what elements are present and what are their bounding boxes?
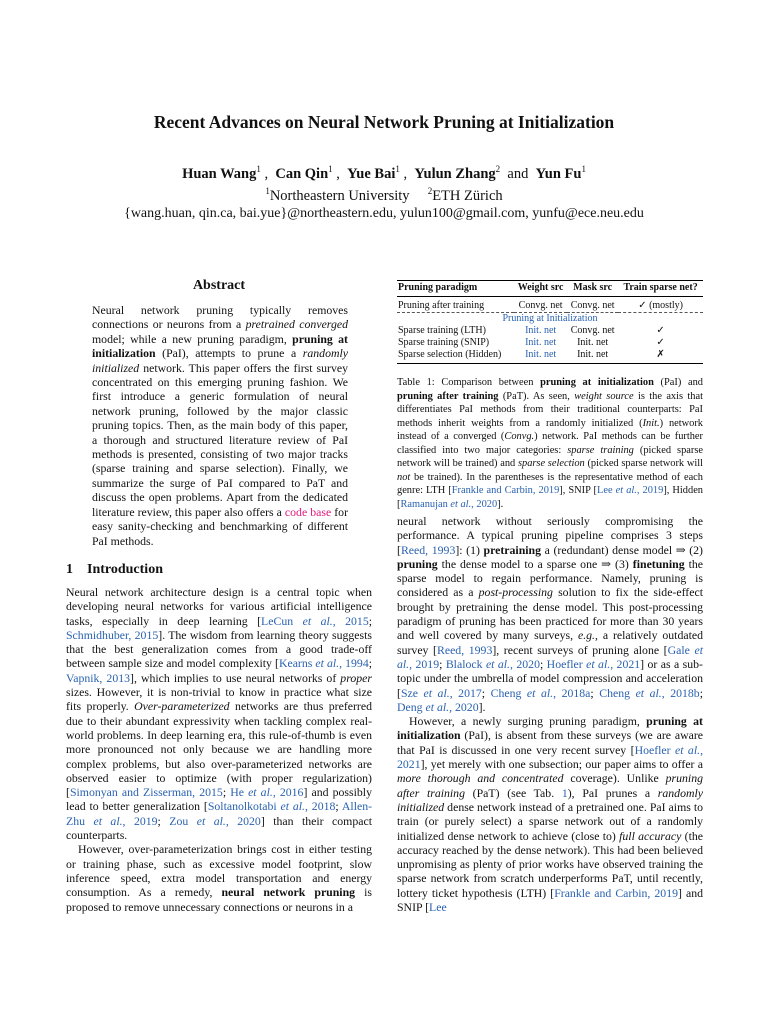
affiliations: $^1$Northeastern University $^2$ETH Zürich: [265, 186, 503, 204]
paper-title: Recent Advances on Neural Network Pruning at Initialization: [153, 112, 615, 132]
citation-link[interactable]: Lee: [429, 900, 447, 915]
affiliation: ETH Zürich: [432, 187, 503, 204]
citation-link[interactable]: Reed, 1993: [436, 642, 493, 657]
introduction-body-continued: neural network without seriously compromising the performance. A typical pruning pipeline comprises 3 steps [Reed, 1993]: (1) pretraining a (redundant) dense model ⇒ (2) pruning the dense model to a sparse one ⇒ (3) finetuning the sparse model to regain performance. Namely, pruning is considered as a post-processing solution to fix the side-effect brought by pretraining the dense model. This post-processing paradigm of pruning has been practiced for more than 30 years and well covered by many surveys, e.g., a relatively outdated survey [Reed, 1993], recent surveys of pruning alone [Gale et al., 2019; Blalock et al., 2020; Hoefler et al., 2021] or as a sub-topic under the umbrella of model compression and acceleration [Sze et al., 2017; Cheng et al., 2018a; Cheng et al., 2018b; Deng et al., 2020]. However, a newly surging pruning paradigm, pruning at initialization (PaI), is absent from these surveys (we are aware that PaI is discussed in one very recent survey [Hoefler et al., 2021], yet merely with one subsection; our paper aims to offer a more thorough and concentrated coverage). Unlike pruning after training (PaT) (see Tab. 1), PaI prunes a randomly initialized dense network instead of a pretrained one. PaI aims to train (or purely select) a sparse network out of a randomly initialized dense network to achieve (close to) full accuracy (the accuracy reached by the dense network). This had been believed unpromising as plenty of prior works have observed training the sparse network from scratch underperforms PaT, until recently, lottery ticket hypothesis (LTH) [Frankle and Carbin, 2019] and SNIP [Lee: [397, 514, 704, 915]
citation-link[interactable]: He et al., 2016: [230, 785, 304, 800]
citation-link[interactable]: Simonyan and Zisserman, 2015: [69, 785, 223, 800]
affiliation: Northeastern University: [269, 187, 410, 204]
citation-link[interactable]: Soltanolkotabi et al., 2018: [207, 799, 336, 814]
table-ref-link[interactable]: 1: [561, 785, 568, 800]
table-row: Sparse training (SNIP) Init. net Init. net ✓: [398, 337, 665, 348]
author-name: Yulun Zhang: [414, 165, 496, 182]
citation-link[interactable]: Vapnik, 2013: [66, 670, 131, 685]
citation-link[interactable]: Deng et al., 2020: [397, 699, 479, 714]
citation-link[interactable]: Gale et al., 2019: [397, 642, 703, 671]
table-caption: Table 1: Comparison between pruning at initialization (PaI) and pruning after training (PaT). As seen, weight source is the axis that differentiates PaI methods from their traditional counterparts: PaI methods inherit weights from a randomly initialized (Init.) network instead of a converged (Convg.) network. PaI methods can be further classified into two major categories: sparse training (picked sparse network will be trained) and sparse selection (picked sparse network will not be trained). In the parentheses is the representative method of each genre: LTH [Frankle and Carbin, 2019], SNIP [Lee et al., 2019], Hidden [Ramanujan et al., 2020].: [397, 377, 704, 510]
citation-link[interactable]: Schmidhuber, 2015: [66, 627, 159, 642]
citation-link[interactable]: Kearns et al., 1994: [278, 656, 369, 671]
table-header: Weight src: [514, 281, 567, 297]
citation-link[interactable]: Allen-Zhu et al., 2019: [66, 799, 373, 828]
table-header: Pruning paradigm: [397, 281, 514, 297]
citation-link[interactable]: Frankle and Carbin, 2019: [554, 885, 678, 900]
table-row: Sparse training (LTH) Init. net Convg. net ✓: [398, 325, 665, 336]
citation-link[interactable]: Ramanujan et al., 2020: [400, 498, 498, 510]
citation-link[interactable]: Hoefler et al., 2021: [397, 742, 704, 772]
citation-link[interactable]: Cheng et al., 2018b: [599, 685, 700, 700]
table-row: Sparse selection (Hidden) Init. net Init. net ✗: [398, 349, 665, 360]
citation-link[interactable]: Blalock et al., 2020: [445, 656, 540, 671]
author-name: Yue Bai: [347, 165, 396, 182]
table-group-row: Pruning at Initialization: [397, 313, 703, 326]
citation-link[interactable]: LeCun et al., 2015: [261, 613, 369, 628]
code-base-link[interactable]: code base: [284, 504, 332, 519]
table-header: Train sparse net?: [618, 281, 703, 297]
introduction-body: Neural network architecture design is a central topic when developing neural networks for various artificial intelligence tasks, especially in deep learning [LeCun et al., 2015; Schmidhuber, 2015]. The wisdom from learning theory suggests that the best generalization comes from a good trade-off between sample size and model complexity [Kearns et al., 1994; Vapnik, 2013], which implies to use neural networks of proper sizes. However, it is non-trivial to know in practice what size fits properly. Over-parameterized networks are thus preferred due to their abundant expressivity when tackling complex real-world problems. In deep learning era, this rule-of-thumb is even more pronounced not only because we are handling more complex problems, but also over-parameterized networks are observed easier to optimize (with proper regularization) [Simonyan and Zisserman, 2015; He et al., 2016] and possibly lead to better generalization [Soltanolkotabi et al., 2018; Allen-Zhu et al., 2019; Zou et al., 2020] than their compact counterparts. However, over-parameterization brings cost in either testing or training phase, such as excessive model footprint, slow inference speed, extra model transportation and energy consumption. As a remedy, neural network pruning is proposed to remove unnecessary connections or neurons in a: [66, 585, 373, 914]
citation-link[interactable]: Lee et al., 2019: [597, 485, 664, 496]
citation-link[interactable]: Reed, 1993: [400, 542, 456, 557]
table-header: Mask src: [567, 281, 618, 297]
citation-link[interactable]: Zou et al., 2020: [169, 813, 261, 828]
citation-link[interactable]: Cheng et al., 2018a: [490, 685, 591, 700]
author-list: Huan Wang$^1$ , Can Qin$^1$ , Yue Bai$^1$ , Yulun Zhang$^2$ and Yun Fu$^1$: [182, 164, 586, 182]
citation-link[interactable]: Frankle and Carbin, 2019: [451, 485, 560, 496]
author-name: Can Qin: [275, 165, 329, 182]
citation-link[interactable]: Hoefler et al., 2021: [546, 656, 641, 671]
author-emails: {wang.huan, qin.ca, bai.yue}@northeastern.edu, yulun100@gmail.com, yunfu@ece.neu.edu: [124, 206, 644, 221]
section-heading: 1 Introduction: [66, 562, 163, 577]
table-row: Pruning after training Convg. net Convg. net ✓ (mostly): [398, 300, 683, 311]
author-name: Huan Wang: [182, 165, 257, 182]
abstract-body: Neural network pruning typically removes connections or neurons from a pretrained converged model; while a new pruning paradigm, pruning at initialization (PaI), attempts to prune a randomly initialized network. This paper offers the first survey concentrated on this emerging pruning fashion. We first introduce a generic formulation of neural network pruning, followed by the major classic pruning topics. Then, as the main body of this paper, a thorough and structured literature review of PaI methods is presented, consisting of two major tracks (sparse training and sparse selection). Finally, we summarize the surge of PaI compared to PaT and discuss the open problems. Apart from the dedicated literature review, this paper also offers a code base for easy sanity-checking and benchmarking of different PaI methods.: [92, 303, 348, 548]
abstract-heading: Abstract: [192, 278, 246, 293]
citation-link[interactable]: Sze et al., 2017: [400, 685, 482, 700]
author-name: Yun Fu: [535, 165, 582, 182]
comparison-table: [397, 280, 703, 364]
